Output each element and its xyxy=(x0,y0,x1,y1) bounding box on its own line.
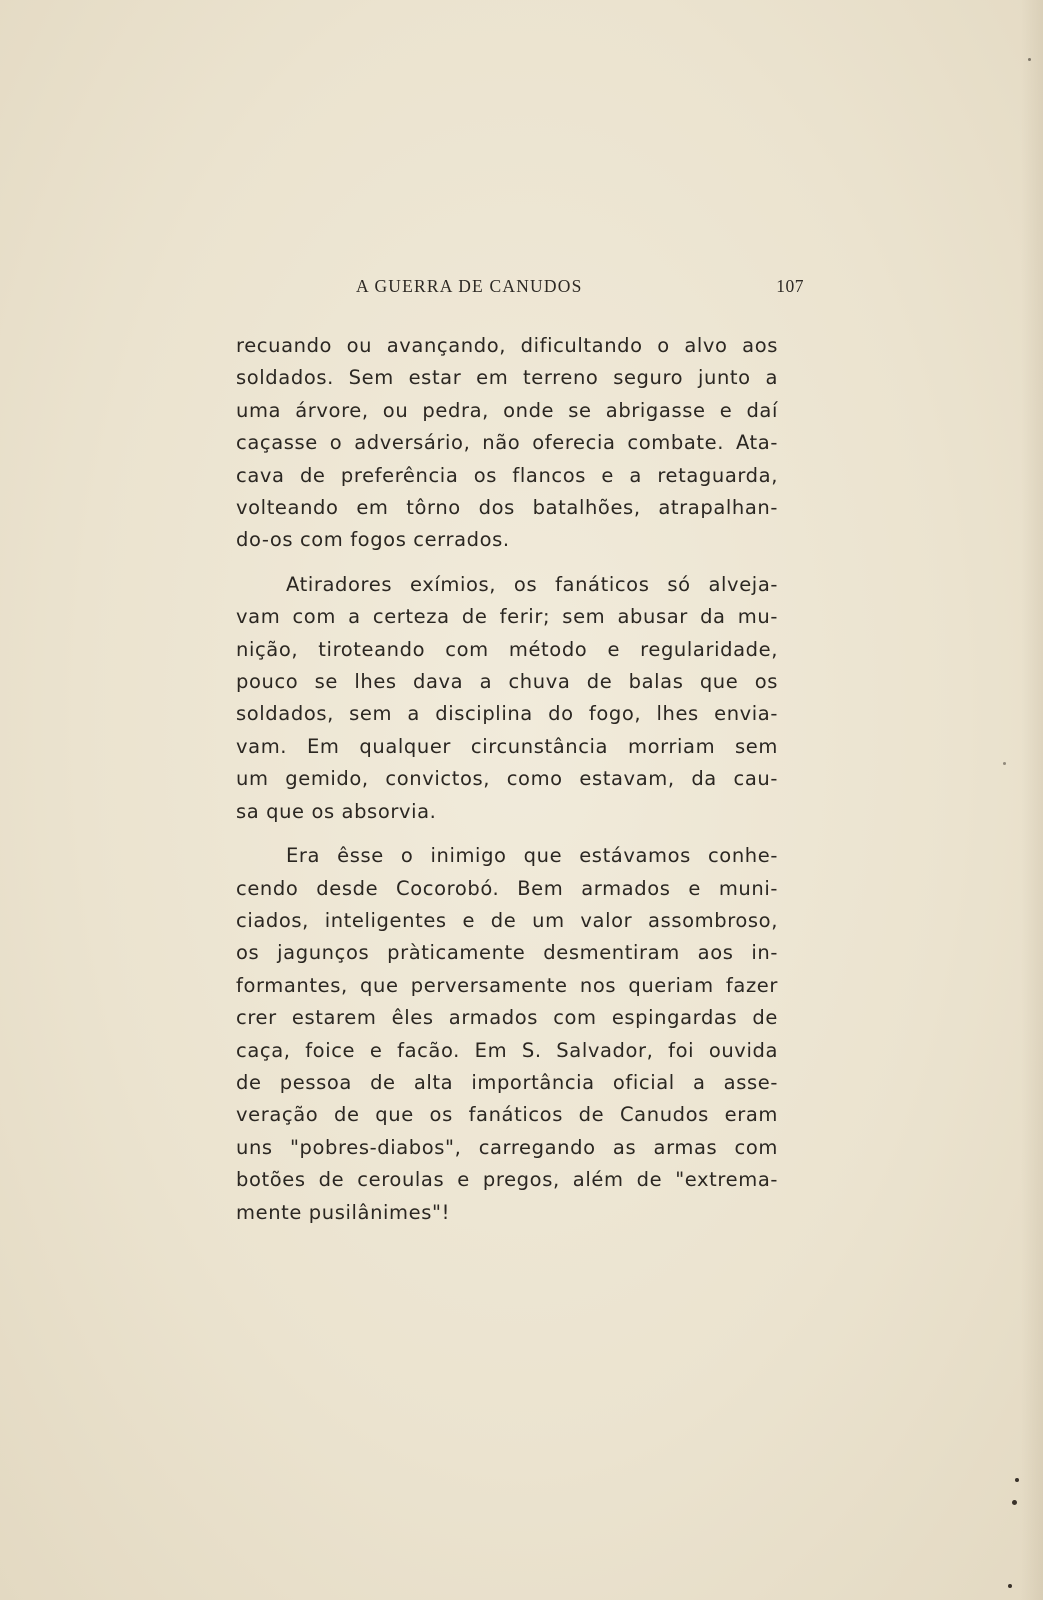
ink-speck xyxy=(1028,58,1031,61)
text-line: ciados, inteligentes e de um valor assombroso, xyxy=(236,908,778,932)
text-line: uma árvore, ou pedra, onde se abrigasse e daí xyxy=(236,398,778,422)
ink-speck xyxy=(1012,1500,1017,1505)
page-edge-shadow xyxy=(1021,0,1043,1600)
text-line: do-os com fogos cerrados. xyxy=(236,528,510,552)
text-line: veração de que os fanáticos de Canudos eram xyxy=(236,1103,778,1127)
text-line: volteando em tôrno dos batalhões, atrapalhan- xyxy=(236,496,778,520)
running-header xyxy=(356,276,816,300)
ink-speck xyxy=(1003,762,1006,765)
text-line: mente pusilânimes"! xyxy=(236,1200,450,1224)
text-line: Era êsse o inimigo que estávamos conhe- xyxy=(286,844,778,868)
text-line: vam com a certeza de ferir; sem abusar da mu- xyxy=(236,605,778,629)
text-line: os jagunços pràticamente desmentiram aos in- xyxy=(236,941,778,965)
ink-speck xyxy=(1015,1478,1019,1482)
body-text xyxy=(236,330,778,1229)
ink-speck xyxy=(1008,1584,1012,1588)
text-line: Atiradores exímios, os fanáticos só alveja- xyxy=(286,572,778,596)
text-line: uns "pobres-diabos", carregando as armas com xyxy=(236,1135,778,1159)
text-line: sa que os absorvia. xyxy=(236,799,437,823)
text-line: caçasse o adversário, não oferecia combate. Ata- xyxy=(236,431,778,455)
text-line: pouco se lhes dava a chuva de balas que os xyxy=(236,670,778,694)
text-line: um gemido, convictos, como estavam, da cau- xyxy=(236,767,778,791)
running-title: A GUERRA DE CANUDOS xyxy=(356,276,583,296)
text-line: vam. Em qualquer circunstância morriam sem xyxy=(236,734,778,758)
text-line: caça, foice e facão. Em S. Salvador, foi ouvida xyxy=(236,1038,778,1062)
text-line: botões de ceroulas e pregos, além de "extrema- xyxy=(236,1168,778,1192)
text-line: crer estarem êles armados com espingardas de xyxy=(236,1006,778,1030)
text-line: soldados. Sem estar em terreno seguro junto a xyxy=(236,366,778,390)
text-line: cendo desde Cocorobó. Bem armados e muni- xyxy=(236,876,778,900)
text-line: cava de preferência os flancos e a retaguarda, xyxy=(236,463,778,487)
paragraph-3 xyxy=(236,840,778,1229)
page-number: 107 xyxy=(776,276,804,296)
text-line: formantes, que perversamente nos queriam fazer xyxy=(236,973,778,997)
paragraph-2 xyxy=(236,569,778,828)
paragraph-1 xyxy=(236,330,778,557)
text-line: de pessoa de alta importância oficial a asse- xyxy=(236,1070,778,1094)
text-line: nição, tiroteando com método e regularidade, xyxy=(236,637,778,661)
text-line: soldados, sem a disciplina do fogo, lhes envia- xyxy=(236,702,778,726)
text-line: recuando ou avançando, dificultando o alvo aos xyxy=(236,334,778,357)
